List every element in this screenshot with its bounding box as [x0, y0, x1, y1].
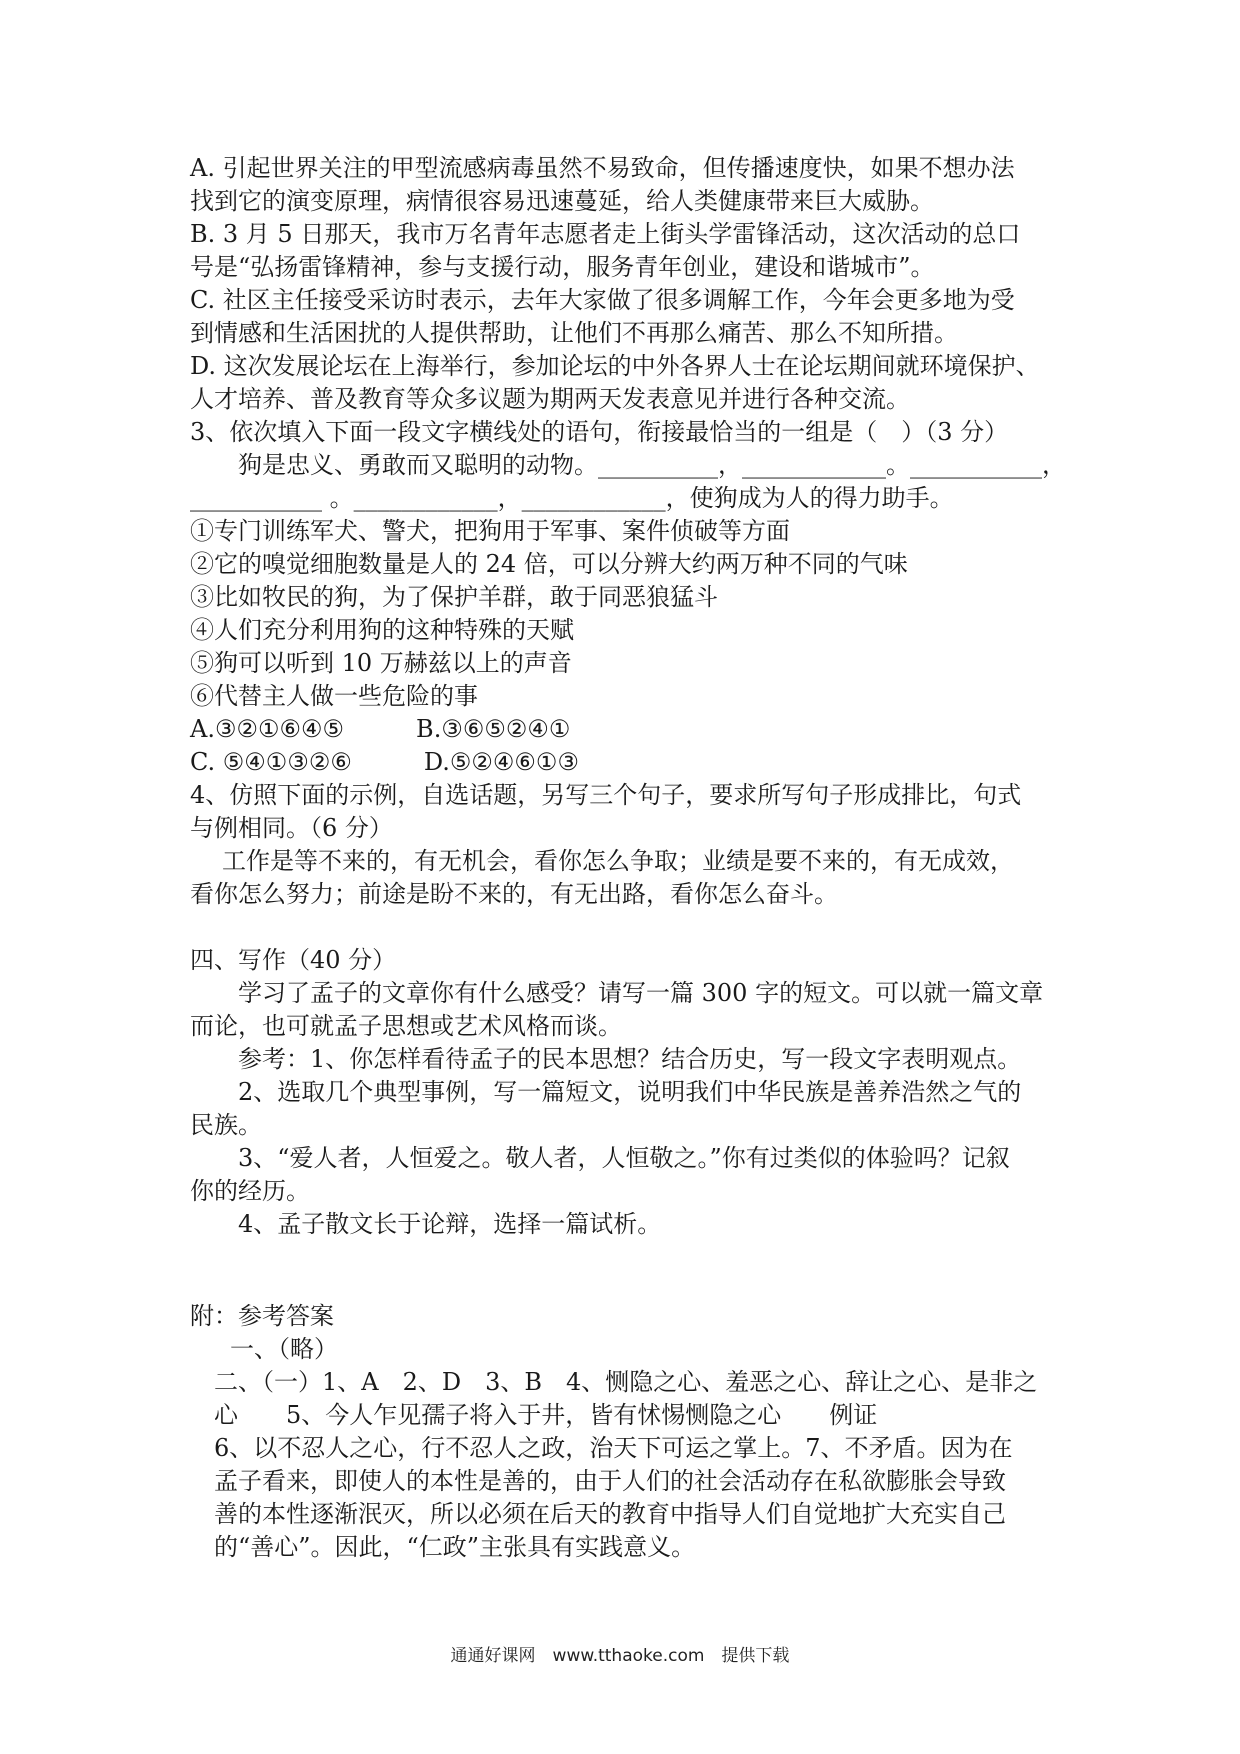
sentence-option-5: ⑤狗可以听到 10 万赫兹以上的声音 — [190, 649, 572, 677]
option-a-line-1: A. 引起世界关注的甲型流感病毒虽然不易致命，但传播速度快，如果不想办法 — [190, 154, 1015, 182]
writing-reference-1: 参考：1、你怎样看待孟子的民本思想？结合历史，写一段文字表明观点。 — [238, 1045, 1022, 1073]
answer-part-2-line-2: 心 5、今人乍见孺子将入于井，皆有怵惕恻隐之心 例证 — [214, 1401, 878, 1429]
answer-choices-cd: C. ⑤④①③②⑥ D.⑤②④⑥①③ — [190, 748, 579, 776]
page-footer: 通通好课网 www.tthaoke.com 提供下载 — [450, 1646, 790, 1666]
writing-prompt-line-1: 学习了孟子的文章你有什么感受？请写一篇 300 字的短文。可以就一篇文章 — [238, 979, 1044, 1007]
question-3-passage-line-1: 狗是忠义、勇敢而又聪明的动物。__________，____________。___________， — [238, 451, 1066, 479]
sentence-option-1: ①专门训练军犬、警犬，把狗用于军事、案件侦破等方面 — [190, 517, 790, 545]
answer-choices-ab: A.③②①⑥④⑤ B.③⑥⑤②④① — [190, 715, 571, 743]
writing-reference-2-line-2: 民族。 — [190, 1111, 262, 1139]
appendix-heading: 附：参考答案 — [190, 1302, 334, 1330]
section-writing-heading: 四、写作（40 分） — [190, 946, 397, 974]
sentence-option-6: ⑥代替主人做一些危险的事 — [190, 682, 478, 710]
sentence-option-3: ③比如牧民的狗，为了保护羊群，敢于同恶狼猛斗 — [190, 583, 718, 611]
sentence-option-2: ②它的嗅觉细胞数量是人的 24 倍，可以分辨大约两万种不同的气味 — [190, 550, 908, 578]
question-4-title-line-2: 与例相同。（6 分） — [190, 814, 393, 842]
answer-part-2-line-6: 的“善心”。因此，“仁政”主张具有实践意义。 — [214, 1533, 696, 1561]
answer-part-2-line-5: 善的本性逐渐泯灭，所以必须在后天的教育中指导人们自觉地扩大充实自己 — [214, 1500, 1006, 1528]
question-4-title-line-1: 4、仿照下面的示例，自选话题，另写三个句子，要求所写句子形成排比，句式 — [190, 781, 1022, 809]
question-3-passage-line-2: ___________ 。____________，____________，使狗成为人的得力助手。 — [190, 484, 954, 512]
question-4-example-line-2: 看你怎么努力；前途是盼不来的，有无出路，看你怎么奋斗。 — [190, 880, 838, 908]
option-c-line-2: 到情感和生活困扰的人提供帮助，让他们不再那么痛苦、那么不知所措。 — [190, 319, 958, 347]
answer-part-1: 一、（略） — [230, 1335, 338, 1363]
question-3-title: 3、依次填入下面一段文字横线处的语句，衔接最恰当的一组是（ ）（3 分） — [190, 418, 1009, 446]
writing-reference-3-line-2: 你的经历。 — [190, 1177, 310, 1205]
answer-part-2-line-3: 6、以不忍人之心，行不忍人之政，治天下可运之掌上。7、不矛盾。因为在 — [214, 1434, 1013, 1462]
answer-part-2-line-1: 二、（一）1、A 2、D 3、B 4、恻隐之心、羞恶之心、辞让之心、是非之 — [214, 1368, 1038, 1396]
option-d-line-2: 人才培养、普及教育等众多议题为期两天发表意见并进行各种交流。 — [190, 385, 910, 413]
writing-reference-4: 4、孟子散文长于论辩，选择一篇试析。 — [238, 1210, 662, 1238]
answer-part-2-line-4: 孟子看来，即使人的本性是善的，由于人们的社会活动存在私欲膨胀会导致 — [214, 1467, 1006, 1495]
writing-reference-3-line-1: 3、“爱人者，人恒爱之。敬人者，人恒敬之。”你有过类似的体验吗？记叙 — [238, 1144, 1010, 1172]
sentence-option-4: ④人们充分利用狗的这种特殊的天赋 — [190, 616, 574, 644]
option-b-line-2: 号是“弘扬雷锋精神，参与支援行动，服务青年创业，建设和谐城市”。 — [190, 253, 935, 281]
writing-prompt-line-2: 而论，也可就孟子思想或艺术风格而谈。 — [190, 1012, 622, 1040]
option-c-line-1: C. 社区主任接受采访时表示，去年大家做了很多调解工作，今年会更多地为受 — [190, 286, 1015, 314]
question-4-example-line-1: 工作是等不来的，有无机会，看你怎么争取；业绩是要不来的，有无成效， — [222, 847, 1014, 875]
writing-reference-2-line-1: 2、选取几个典型事例，写一篇短文，说明我们中华民族是善养浩然之气的 — [238, 1078, 1022, 1106]
option-a-line-2: 找到它的演变原理，病情很容易迅速蔓延，给人类健康带来巨大威胁。 — [190, 187, 934, 215]
option-d-line-1: D. 这次发展论坛在上海举行，参加论坛的中外各界人士在论坛期间就环境保护、 — [190, 352, 1040, 380]
option-b-line-1: B. 3 月 5 日那天，我市万名青年志愿者走上街头学雷锋活动，这次活动的总口 — [190, 220, 1021, 248]
